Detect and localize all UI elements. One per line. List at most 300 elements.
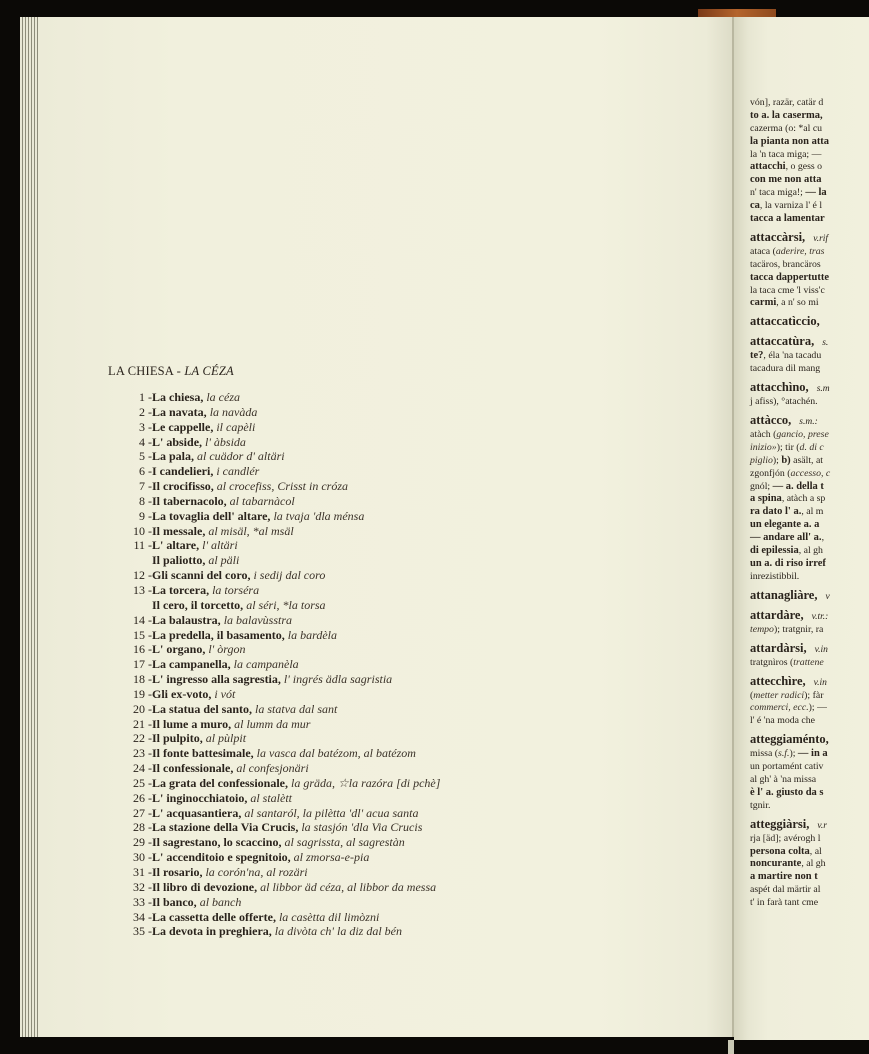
- item-number: 12 -: [133, 568, 152, 583]
- dictionary-text-line: [750, 213, 869, 226]
- text-run: — in a: [797, 748, 828, 760]
- caption-item: [108, 717, 734, 732]
- text-run: , a n' so mi: [776, 297, 819, 309]
- item-number: 6 -: [139, 464, 152, 479]
- text-run: atàch (: [750, 429, 777, 441]
- item-italian-term: La grata del confessionale,: [152, 775, 288, 790]
- caption-item: [108, 761, 734, 776]
- text-run: , atàch a sp: [781, 493, 826, 505]
- headword: attaccatìccio,: [750, 314, 820, 329]
- item-italian-term: L' acquasantiera,: [152, 805, 242, 820]
- caption-item: [108, 687, 734, 702]
- caption-item: [108, 776, 734, 791]
- dictionary-text-line: [750, 519, 869, 532]
- text-run: ca: [750, 200, 760, 212]
- item-dialect-term: al lumm da mur: [231, 716, 311, 731]
- dictionary-text-line: [750, 774, 869, 787]
- item-dialect-term: la bardèla: [284, 627, 338, 642]
- grammar-label: v.tr.:: [811, 611, 829, 622]
- text-run: ); —: [808, 702, 827, 714]
- dictionary-text-line: [750, 702, 869, 715]
- dictionary-text-line: [750, 858, 869, 871]
- dictionary-text-line: [750, 396, 869, 409]
- item-dialect-term: al séri, *la torsa: [243, 597, 326, 612]
- item-number: 19 -: [133, 686, 152, 701]
- item-italian-term: Il crocifisso,: [152, 479, 214, 494]
- item-dialect-term: al päli: [205, 553, 240, 568]
- page-edge-bottom: [728, 1040, 734, 1054]
- text-run: piglio: [750, 454, 773, 466]
- caption-item: [108, 613, 734, 628]
- text-run: s.f.: [778, 748, 790, 760]
- item-italian-term: La devota in preghiera,: [152, 924, 272, 939]
- dictionary-text-line: [750, 690, 869, 703]
- item-italian-term: La stazione della Via Crucis,: [152, 820, 299, 835]
- dictionary-text-line: [750, 259, 869, 272]
- headword: attecchìre,: [750, 673, 806, 688]
- dictionary-headword-line: [750, 229, 869, 246]
- text-run: tacäros, brancäros: [750, 258, 821, 270]
- headword: attaccatùra,: [750, 334, 815, 349]
- text-run: , éla 'na tacadu: [763, 350, 822, 362]
- item-number: 3 -: [139, 419, 152, 434]
- text-run: la 'n taca miga; —: [750, 148, 822, 160]
- left-page: [38, 17, 734, 1037]
- item-number: 30 -: [133, 850, 152, 865]
- item-dialect-term: al pùlpit: [202, 731, 247, 746]
- dictionary-text-line: [750, 110, 869, 123]
- dictionary-text-line: [750, 429, 869, 442]
- item-dialect-term: la divòta ch' la diz dal bén: [271, 924, 402, 939]
- caption-item: [108, 924, 734, 939]
- item-italian-term: La chiesa,: [152, 390, 204, 404]
- item-number: 31 -: [133, 865, 152, 879]
- item-number: 14 -: [133, 612, 152, 627]
- caption-item: [108, 420, 734, 435]
- item-dialect-term: la stasjón 'dla Via Crucis: [298, 820, 423, 835]
- grammar-label: s.m.:: [799, 417, 818, 428]
- item-italian-term: Il cero, il torcetto,: [152, 597, 244, 612]
- item-italian-term: Il libro di devozione,: [152, 879, 258, 894]
- item-italian-term: L' inginocchiatoio,: [152, 790, 248, 805]
- item-dialect-term: la statva dal sant: [252, 701, 338, 716]
- item-number: 9 -: [139, 508, 152, 523]
- text-run: d. di c: [799, 441, 824, 453]
- caption-item: [108, 820, 734, 835]
- item-number: 25 -: [133, 775, 152, 790]
- dictionary-text-line: [750, 149, 869, 162]
- item-italian-term: La predella, il basamento,: [152, 627, 285, 642]
- dictionary-text-line: [750, 846, 869, 859]
- text-run: , o gess o: [785, 161, 823, 173]
- text-run: ra dato l' a.: [750, 506, 802, 518]
- caption-item: [108, 642, 734, 657]
- text-run: (: [750, 689, 754, 701]
- grammar-label: v.in: [813, 677, 827, 688]
- text-run: aspét dal märtir al: [750, 884, 821, 896]
- text-run: gancio, prese: [776, 429, 829, 441]
- text-run: al gh' à 'na missa: [750, 773, 817, 785]
- caption-item: [108, 835, 734, 850]
- grammar-label: s.: [822, 338, 829, 349]
- text-run: accesso, c: [790, 467, 831, 479]
- text-run: ); tir (: [776, 441, 800, 453]
- headword: atteggiàrsi,: [750, 816, 810, 831]
- text-run: ,: [821, 532, 825, 544]
- item-italian-term: Il lume a muro,: [152, 716, 232, 731]
- text-run: ataca (: [750, 245, 776, 257]
- caption-item: [108, 494, 734, 509]
- text-run: missa (: [750, 748, 779, 760]
- dictionary-headword-line: [750, 673, 869, 690]
- item-number: 13 -: [133, 582, 152, 597]
- text-run: aderire, tras: [775, 245, 825, 257]
- item-number: 11 -: [133, 538, 152, 553]
- item-dialect-term: la tvaja 'dla ménsa: [270, 508, 365, 523]
- text-run: inizio»: [750, 441, 777, 453]
- item-number: 33 -: [133, 894, 152, 909]
- dictionary-headword-line: [750, 333, 869, 350]
- dictionary-text-line: [750, 493, 869, 506]
- headword: attanagliàre,: [750, 587, 818, 602]
- item-italian-term: La statua del santo,: [152, 701, 253, 716]
- dictionary-text-line: [750, 350, 869, 363]
- dictionary-text-line: [750, 363, 869, 376]
- text-run: la pianta non atta: [750, 135, 830, 147]
- item-italian-term: La balaustra,: [152, 612, 221, 627]
- item-italian-term: L' abside,: [152, 434, 203, 449]
- caption-item: [108, 390, 734, 405]
- item-italian-term: La tovaglia dell' altare,: [152, 508, 271, 523]
- item-number: 29 -: [133, 835, 152, 850]
- caption-item: [108, 895, 734, 910]
- caption-item: [108, 731, 734, 746]
- item-dialect-term: la balavùsstra: [220, 612, 293, 627]
- item-number: 2 -: [139, 404, 152, 419]
- item-number: 4 -: [139, 434, 152, 449]
- item-italian-term: Il sagrestano, lo scaccino,: [152, 835, 282, 850]
- item-number: 22 -: [133, 731, 152, 746]
- text-run: , al m: [801, 506, 824, 518]
- text-run: — andare all' a.: [750, 532, 822, 544]
- dictionary-text-line: [750, 455, 869, 468]
- caption-item: [108, 405, 734, 420]
- dictionary-text-line: [750, 506, 869, 519]
- caption-item: [108, 746, 734, 761]
- caption-item: [108, 910, 734, 925]
- item-dialect-term: l' ingrés ädla sagristia: [280, 672, 393, 687]
- item-italian-term: La navata,: [152, 404, 207, 419]
- item-number: 16 -: [133, 642, 152, 657]
- dictionary-text-line: [750, 174, 869, 187]
- item-dialect-term: l' àbsida: [202, 434, 246, 449]
- item-italian-term: Il banco,: [152, 894, 197, 909]
- text-run: è l' a. giusto da s: [750, 786, 824, 798]
- caption-item: [108, 509, 734, 524]
- item-dialect-term: il capèli: [213, 419, 256, 434]
- caption-item: [108, 524, 734, 539]
- caption-item: [108, 538, 734, 553]
- dictionary-text-line: [750, 272, 869, 285]
- dictionary-text-line: [750, 123, 869, 136]
- text-run: tacca dappertutte: [750, 271, 830, 283]
- item-italian-term: L' accenditoio e spegnitoio,: [152, 850, 291, 865]
- text-run: to a. la caserma,: [750, 109, 823, 121]
- item-dialect-term: al confesjonäri: [233, 761, 309, 776]
- item-italian-term: L' organo,: [152, 642, 206, 657]
- item-italian-term: Il fonte battesimale,: [152, 746, 254, 761]
- text-run: ); tratgnir, ra: [773, 623, 824, 635]
- caption-title-italian: LA CHIESA -: [108, 364, 185, 378]
- item-dialect-term: al crocefiss, Crisst in cróza: [213, 479, 349, 494]
- caption-title: [108, 364, 734, 379]
- dictionary-text-line: [750, 246, 869, 259]
- dictionary-headword-line: [750, 587, 869, 604]
- text-run: te?: [750, 350, 764, 362]
- dictionary-text-line: [750, 200, 869, 213]
- text-run: un a. di riso irref: [750, 557, 826, 569]
- item-italian-term: L' ingresso alla sagrestia,: [152, 672, 281, 687]
- caption-item: [108, 850, 734, 865]
- dictionary-text-line: [750, 468, 869, 481]
- item-number: 24 -: [133, 761, 152, 776]
- dictionary-headword-line: [750, 412, 869, 429]
- grammar-label: v.r: [817, 820, 827, 831]
- item-number: 20 -: [133, 701, 152, 716]
- text-run: tempo: [750, 623, 774, 635]
- item-number: 23 -: [133, 746, 152, 761]
- item-dialect-term: l' òrgon: [205, 642, 246, 657]
- item-italian-term: I candelieri,: [152, 464, 214, 479]
- text-run: un portamént cativ: [750, 761, 824, 773]
- dictionary-text-line: [750, 657, 869, 670]
- text-run: metter radici: [753, 689, 805, 701]
- dictionary-text-line: [750, 558, 869, 571]
- caption-item: [108, 464, 734, 479]
- item-dialect-term: al cuädor d' altäri: [194, 449, 285, 464]
- text-run: l' é 'na moda che: [750, 715, 816, 727]
- item-number: 8 -: [139, 493, 152, 508]
- item-dialect-term: la torséra: [209, 582, 260, 597]
- item-dialect-term: la gräda, ☆la razóra [di pchè]: [288, 775, 441, 790]
- item-italian-term: L' altare,: [152, 538, 200, 553]
- item-dialect-term: al misäl, *al msäl: [205, 523, 294, 538]
- dictionary-text-line: [750, 442, 869, 455]
- caption-item: [108, 672, 734, 687]
- item-italian-term: Il paliotto,: [152, 553, 206, 568]
- text-run: persona colta: [750, 845, 810, 857]
- text-run: , al: [809, 845, 822, 857]
- headword: attacchìno,: [750, 380, 809, 395]
- dictionary-text-line: [750, 624, 869, 637]
- text-run: tacadura dil mang: [750, 363, 821, 375]
- item-italian-term: Gli scanni del coro,: [152, 568, 251, 583]
- item-number: 34 -: [133, 909, 152, 924]
- item-number: 32 -: [133, 879, 152, 894]
- headword: attaccàrsi,: [750, 229, 806, 244]
- dictionary-text-line: [750, 532, 869, 545]
- headword: attardàre,: [750, 607, 804, 622]
- item-italian-term: Gli ex-voto,: [152, 686, 212, 701]
- text-run: t' in farà tant cme: [750, 897, 819, 909]
- text-run: vón], razär, catär d: [750, 97, 824, 108]
- dictionary-text-line: [750, 715, 869, 728]
- dictionary-text-line: [750, 481, 869, 494]
- caption-item: [108, 479, 734, 494]
- dictionary-headword-line: [750, 640, 869, 657]
- caption-title-dialect: LA CÉZA: [184, 364, 234, 378]
- item-italian-term: Le cappelle,: [152, 419, 214, 434]
- dictionary-headword-line: [750, 731, 869, 748]
- dictionary-text-line: [750, 833, 869, 846]
- caption-item: [108, 435, 734, 450]
- dictionary-text-line: [750, 161, 869, 174]
- dictionary-text-line: [750, 748, 869, 761]
- caption-item: [108, 598, 734, 613]
- item-dialect-term: i candlér: [213, 464, 260, 479]
- dictionary-column: [750, 97, 869, 910]
- dictionary-headword-line: [750, 379, 869, 396]
- item-number: 17 -: [133, 657, 152, 672]
- dictionary-text-line: [750, 787, 869, 800]
- headword: attàcco,: [750, 413, 792, 428]
- item-dialect-term: la casètta dil limòzni: [275, 909, 380, 924]
- text-run: inrezistibbil.: [750, 570, 800, 582]
- item-italian-term: La cassetta delle offerte,: [152, 909, 276, 924]
- item-number: 27 -: [133, 805, 152, 820]
- text-run: noncurante: [750, 858, 802, 870]
- text-run: b): [781, 454, 791, 466]
- text-run: a spina: [750, 493, 782, 505]
- headword: attardàrsi,: [750, 640, 807, 655]
- dictionary-text-line: [750, 136, 869, 149]
- text-run: j afiss), °atachén.: [750, 396, 818, 408]
- text-run: , al gh: [798, 545, 823, 557]
- item-number: 26 -: [133, 790, 152, 805]
- headword: atteggiaménto,: [750, 732, 829, 747]
- text-run: — a. della t: [772, 480, 824, 492]
- item-number: 10 -: [133, 523, 152, 538]
- dictionary-text-line: [750, 761, 869, 774]
- caption-item: [108, 449, 734, 464]
- text-run: attacchi: [750, 161, 786, 173]
- text-run: la taca cme 'l viss'c: [750, 284, 825, 296]
- item-dialect-term: la navàda: [206, 404, 258, 419]
- caption-item: [108, 628, 734, 643]
- text-run: cazerma (o: *al cu: [750, 122, 823, 134]
- text-run: con me non atta: [750, 174, 822, 186]
- item-number: 7 -: [139, 479, 152, 494]
- dictionary-text-line: [750, 187, 869, 200]
- text-run: tacca a lamentar: [750, 213, 825, 225]
- item-dialect-term: al banch: [196, 894, 242, 909]
- item-number: 1 -: [139, 390, 152, 404]
- text-run: );: [772, 454, 782, 466]
- item-dialect-term: al santaról, la pilètta 'dl' acua santa: [241, 805, 419, 820]
- item-italian-term: Il confessionale,: [152, 761, 234, 776]
- item-dialect-term: la vasca dal batézom, al batézom: [253, 746, 416, 761]
- item-italian-term: Il pulpito,: [152, 731, 203, 746]
- text-run: ); fàr: [804, 689, 824, 701]
- item-dialect-term: la campanèla: [230, 657, 299, 672]
- caption-item: [108, 583, 734, 598]
- item-dialect-term: al tabarnàcol: [226, 493, 295, 508]
- right-page: [734, 17, 869, 1040]
- item-dialect-term: la corón'na, al rozäri: [202, 865, 308, 879]
- text-run: a martire non t: [750, 871, 818, 883]
- dictionary-headword-line: [750, 607, 869, 624]
- dictionary-text-line: [750, 285, 869, 298]
- item-number: 28 -: [133, 820, 152, 835]
- caption-item: [108, 880, 734, 895]
- text-run: trattene: [793, 656, 824, 668]
- item-number: 35 -: [133, 924, 152, 939]
- dictionary-text-line: [750, 297, 869, 310]
- text-run: n' taca miga!;: [750, 187, 806, 199]
- illustration-caption: [108, 364, 734, 939]
- text-run: gnól;: [750, 480, 773, 492]
- dictionary-text-line: [750, 800, 869, 813]
- item-italian-term: La pala,: [152, 449, 195, 464]
- dictionary-text-line: [750, 871, 869, 884]
- text-run: di epilessia: [750, 545, 799, 557]
- item-dialect-term: al zmorsa-e-pia: [290, 850, 370, 865]
- item-dialect-term: al libbor äd céza, al libbor da messa: [257, 879, 437, 894]
- grammar-label: v: [825, 591, 830, 602]
- item-dialect-term: i vót: [211, 686, 236, 701]
- caption-item: [108, 806, 734, 821]
- caption-item: [108, 791, 734, 806]
- item-dialect-term: al stalètt: [247, 790, 293, 805]
- text-run: carmi: [750, 297, 777, 309]
- caption-item: [108, 568, 734, 583]
- item-italian-term: Il rosario,: [152, 865, 203, 879]
- item-dialect-term: i sedij dal coro: [250, 568, 326, 583]
- grammar-label: v.rif: [813, 233, 829, 244]
- item-number: 21 -: [133, 716, 152, 731]
- item-number: 18 -: [133, 672, 152, 687]
- text-run: commerci, ecc.: [750, 702, 809, 714]
- dictionary-headword-line: [750, 313, 869, 330]
- dictionary-text-line: [750, 571, 869, 584]
- grammar-label: s.m: [816, 384, 830, 395]
- text-run: rja [äd]; avérogh l: [750, 832, 821, 844]
- caption-item: [108, 865, 734, 880]
- caption-item: [108, 657, 734, 672]
- dictionary-headword-line: [750, 816, 869, 833]
- text-run: tgnir.: [750, 799, 771, 811]
- dictionary-text-line: [750, 897, 869, 910]
- dictionary-text-line: [750, 97, 869, 110]
- dictionary-text-line: [750, 884, 869, 897]
- item-italian-term: Il tabernacolo,: [152, 493, 227, 508]
- item-number: 5 -: [139, 449, 152, 464]
- text-run: — la: [805, 187, 827, 199]
- text-run: zgonfjón (: [750, 467, 791, 479]
- item-italian-term: La campanella,: [152, 657, 231, 672]
- item-italian-term: Il messale,: [152, 523, 206, 538]
- item-number: 15 -: [133, 627, 152, 642]
- text-run: asält, at: [790, 454, 824, 466]
- caption-item: [108, 553, 734, 568]
- caption-list: [108, 390, 734, 939]
- item-dialect-term: la céza: [203, 390, 240, 404]
- text-run: );: [789, 748, 798, 760]
- item-dialect-term: l' altäri: [199, 538, 238, 553]
- text-run: , al gh: [801, 858, 826, 870]
- grammar-label: v.in: [814, 644, 828, 655]
- text-run: tratgnìros (: [750, 656, 794, 668]
